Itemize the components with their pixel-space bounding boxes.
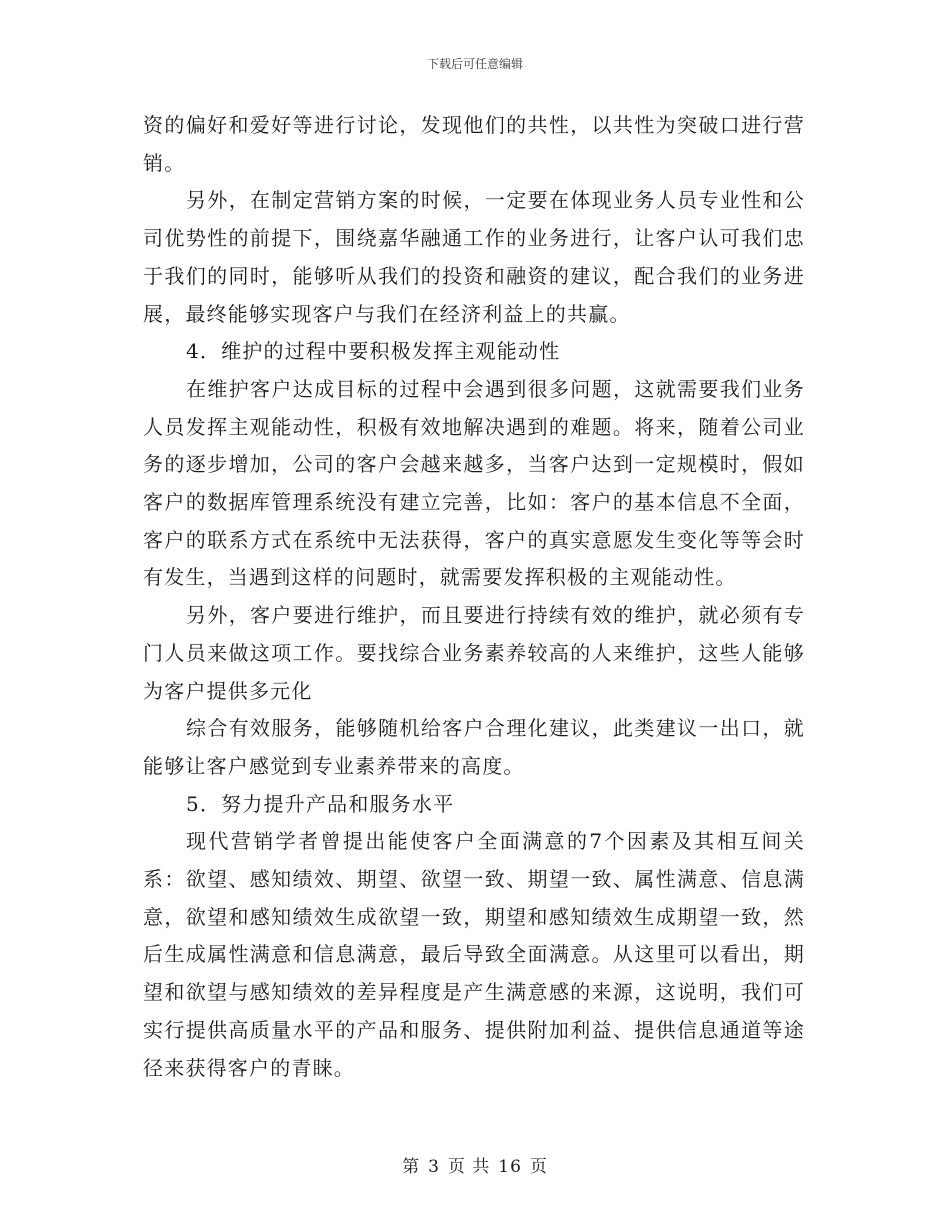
total-pages-number: 16	[498, 1157, 522, 1177]
paragraph: 另外，在制定营销方案的时候，一定要在体现业务人员专业性和公司优势性的前提下，围绕嘉华融通工作的业务进行，让客户认可我们忠于我们的同时，能够听从我们的投资和融资的建议，配合我们的业务进展，最终能够实现客户与我们在经济利益上的共赢。	[143, 188, 805, 326]
page-footer	[0, 1152, 950, 1177]
footer-suffix: 页	[529, 1157, 548, 1177]
footer-prefix: 第	[402, 1157, 421, 1177]
paragraph: 现代营销学者曾提出能使客户全面满意的7个因素及其相互间关系：欲望、感知绩效、期望、欲望一致、期望一致、属性满意、信息满意，欲望和感知绩效生成欲望一致，期望和感知绩效生成期望一致，然后生成属性满意和信息满意，最后导致全面满意。从这里可以看出，期望和欲望与感知绩效的差异程度是产生满意感的来源，这说明，我们可实行提供高质量水平的产品和服务、提供附加利益、提供信息通道等途径来获得客户的青睐。	[143, 829, 805, 1080]
paragraph: 另外，客户要进行维护，而且要进行持续有效的维护，就必须有专门人员来做这项工作。要找综合业务素养较高的人来维护，这些人能够为客户提供多元化	[143, 603, 805, 703]
section-heading: 4．维护的过程中要积极发挥主观能动性	[186, 339, 561, 364]
header-note: 下载后可任意编辑	[426, 57, 523, 71]
paragraph: 在维护客户达成目标的过程中会遇到很多问题，这就需要我们业务人员发挥主观能动性，积极有效地解决遇到的难题。将来，随着公司业务的逐步增加，公司的客户会越来越多，当客户达到一定规模时，假如客户的数据库管理系统没有建立完善，比如：客户的基本信息不全面，客户的联系方式在系统中无法获得，客户的真实意愿发生变化等等会时有发生，当遇到这样的问题时，就需要发挥积极的主观能动性。	[143, 376, 805, 590]
section-heading: 5．努力提升产品和服务水平	[186, 791, 455, 816]
paragraph-continuation: 资的偏好和爱好等进行讨论，发现他们的共性，以共性为突破口进行营销。	[143, 113, 805, 175]
current-page-number: 3	[428, 1157, 440, 1177]
footer-middle: 页 共	[447, 1157, 491, 1177]
paragraph: 综合有效服务，能够随机给客户合理化建议，此类建议一出口，就能够让客户感觉到专业素养带来的高度。	[143, 716, 805, 778]
document-body	[143, 107, 805, 1087]
